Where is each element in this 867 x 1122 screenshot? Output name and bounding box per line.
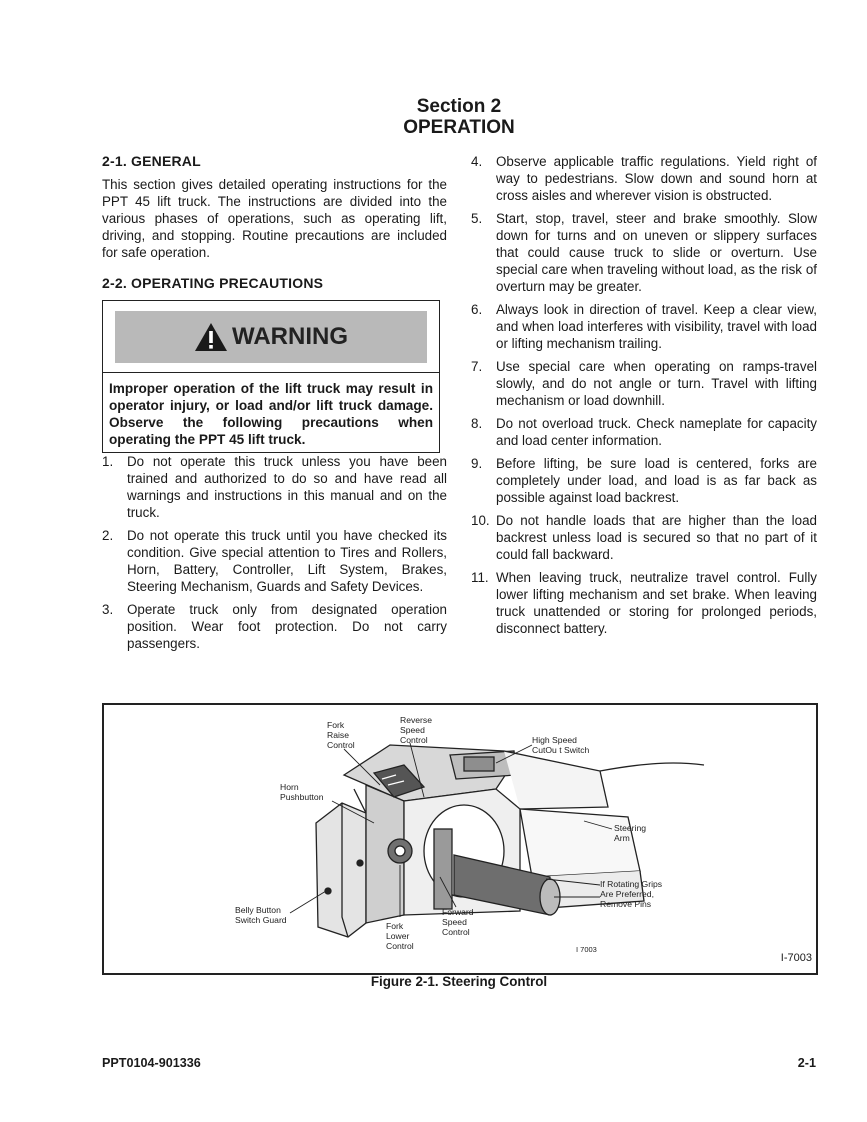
list-item: 10. Do not handle loads that are higher than the load backrest unless load is secured so that no part of it could fall backward.	[471, 513, 817, 562]
list-item: 7. Use special care when operating on ramps-travel slowly, and do not angle or turn. Travel with lifting mechanism or load downhill.	[471, 359, 817, 408]
callout-horn-pushbutton: Horn Pushbutton	[280, 782, 324, 802]
list-item: 3. Operate truck only from designated operation position. Wear foot protection. Do not carry passengers.	[102, 602, 447, 651]
list-item: 8. Do not overload truck. Check nameplate for capacity and load center information.	[471, 416, 817, 448]
warning-text: Improper operation of the lift truck may result in operator injury, or load and/or lift truck damage. Observe the following precautions when operating the PPT 45 lift truck.	[109, 381, 433, 447]
callout-fork-raise-control: Fork Raise Control	[327, 720, 355, 750]
list-item: 2. Do not operate this truck until you have checked its condition. Give special attention to Tires and Rollers, Horn, Battery, Controller, Lift System, Brakes, Steering Mechanism, Guards and Safety Devices.	[102, 528, 447, 594]
figure-small-id: I 7003	[576, 945, 597, 954]
callout-rotating-grips: If Rotating Grips Are Preferred, Remove Pins	[600, 879, 663, 909]
list-item: 1. Do not operate this truck unless you have been trained and authorized to do so and have read all warnings and instructions in this manual and on the truck.	[102, 454, 447, 520]
callout-steering-arm: Steering Arm	[614, 823, 647, 843]
left-column	[102, 153, 447, 658]
steering-control-figure	[102, 703, 818, 975]
callout-reverse-speed-control: Reverse Speed Control	[400, 715, 432, 745]
list-item: 11. When leaving truck, neutralize travel control. Fully lower lifting mechanism and set brake. When leaving truck unattended or storing for prolonged periods, disconnect battery.	[471, 570, 817, 636]
right-column	[471, 153, 817, 643]
footer-page-number: 2-1	[797, 1056, 816, 1070]
warning-label: WARNING	[232, 323, 348, 350]
general-heading: 2-1. GENERAL	[102, 153, 201, 169]
list-item: 9. Before lifting, be sure load is centered, forks are completely under load, and load is as far back as possible against load backrest.	[471, 456, 817, 505]
callout-high-speed-cutout-switch: High Speed CutOu t Switch	[532, 735, 590, 755]
section-title: OPERATION	[403, 117, 515, 138]
precautions-heading: 2-2. OPERATING PRECAUTIONS	[102, 275, 324, 291]
list-item: 6. Always look in direction of travel. Keep a clear view, and when load interferes with visibility, travel with load or lifting mechanism trailing.	[471, 302, 817, 351]
figure-caption: Figure 2-1. Steering Control	[370, 974, 548, 989]
general-body: This section gives detailed operating instructions for the PPT 45 lift truck. The instructions are divided into the various phases of operations, such as operating lift, driving, and stopping. Routine precautions are included for safe operation.	[102, 177, 447, 260]
figure-id: I-7003	[780, 952, 812, 964]
warning-box	[102, 300, 440, 453]
left-precautions-list	[102, 453, 447, 652]
callout-forward-speed-control: Forward Speed Control	[442, 907, 474, 937]
warning-icon	[194, 322, 228, 352]
callout-belly-button-switch-guard: Belly Button Switch Guard	[235, 905, 287, 925]
callout-fork-lower-control: Fork Lower Control	[386, 921, 414, 951]
right-precautions-list	[471, 153, 817, 637]
warning-banner	[115, 311, 427, 363]
footer-doc-number: PPT0104-901336	[102, 1056, 201, 1070]
section-number: Section 2	[416, 96, 502, 117]
section-title-block	[0, 96, 867, 138]
list-item: 4. Observe applicable traffic regulations. Yield right of way to pedestrians. Slow down and sound horn at cross aisles and wherever vision is obstructed.	[471, 154, 817, 203]
list-item: 5. Start, stop, travel, steer and brake smoothly. Slow down for turns and on uneven or slippery surfaces that could cause truck to slide or overturn. Use special care when traveling without load, as the risk of overturn may be greater.	[471, 211, 817, 294]
